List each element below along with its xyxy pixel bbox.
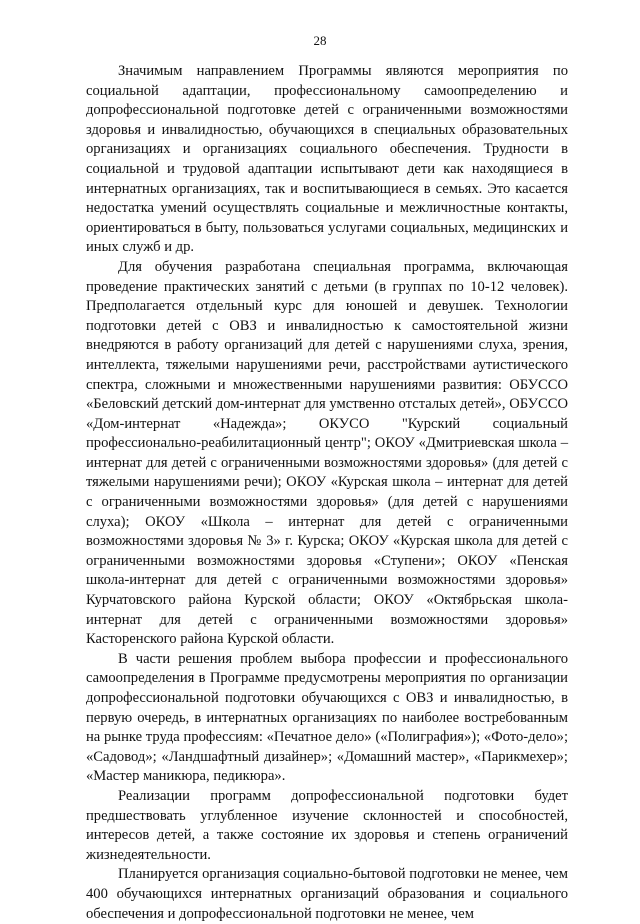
page-body [86,62,568,924]
paragraph-profession-choice: В части решения проблем выбора профессии и профессионального самоопределения в Программе предусмотрены мероприятия по организации допрофессиональной подготовки обучающихся с ОВЗ и инвалидностью, в первую очередь, в интернатных организациях по наиболее востребованным на рынке труда профессиям: «Печатное дело» («Полиграфия»); «Фото-дело»; «Садовод»; «Ландшафтный дизайнер»; «Домашний мастер», «Парикмехер»; «Мастер маникюра, педикюра». [86,650,568,785]
paragraph-social-adaptation: Значимым направлением Программы являются мероприятия по социальной адаптации, профессиональному самоопределению и допрофессиональной подготовке детей с ограниченными возможностями здоровья и инвалидностью, обучающихся в специальных образовательных организациях и организациях социального обеспечения. Трудности в социальной и трудовой адаптации испытывают дети как находящиеся в интернатных организациях, так и воспитывающиеся в семьях. Это касается недостатка умений осуществлять социальные и межличностные контакты, ориентироваться в быту, пользоваться услугами социальных, медицинских и иных служб и др. [86,63,568,256]
paragraph-planned-training: Планируется организация социально-бытовой подготовки не менее, чем 400 обучающихся интернатных организаций образования и социального обеспечения и допрофессиональной подготовки не менее, чем [86,866,568,922]
paragraph-program-implementation: Реализации программ допрофессиональной подготовки будет предшествовать углубленное изучение склонностей и способностей, интересов детей, а также состояние их здоровья и степень ограничений жизнедеятельности. [86,787,568,863]
paragraph-training-program: Для обучения разработана специальная программа, включающая проведение практических занятий с детьми (в группах по 10-12 человек). Предполагается отдельный курс для юношей и девушек. Технологии подготовки детей с ОВЗ и инвалидностью к самостоятельной жизни внедряются в работу организаций для детей с нарушениями слуха, зрения, интеллекта, тяжелыми нарушениями речи, расстройствами аутистического спектра, сложными и множественными нарушениями развития: ОБУССО «Беловский детский дом-интернат для умственно отсталых детей», ОБУССО «Дом-интернат «Надежда»; ОКУСО "Курский социальный профессионально-реабилитационный центр"; ОКОУ «Дмитриевская школа – интернат для детей с ограниченными возможностями здоровья» (для детей с тяжелыми нарушениями речи); ОКОУ «Курская школа – интернат для детей с ограниченными возможностями здоровья» (для детей с нарушениями слуха); ОКОУ «Школа – интернат для детей с ограниченными возможностями здоровья № 3» г. Курска; ОКОУ «Курская школа для детей с ограниченными возможностями здоровья «Ступени»; ОКОУ «Пенская школа-интернат для детей с ограниченными возможностями здоровья» Курчатовского района Курской области; ОКОУ «Октябрьская школа-интернат для детей с ограниченными возможностями здоровья» Касторенского района Курской области. [86,258,568,648]
page-number: 28 [313,33,327,48]
